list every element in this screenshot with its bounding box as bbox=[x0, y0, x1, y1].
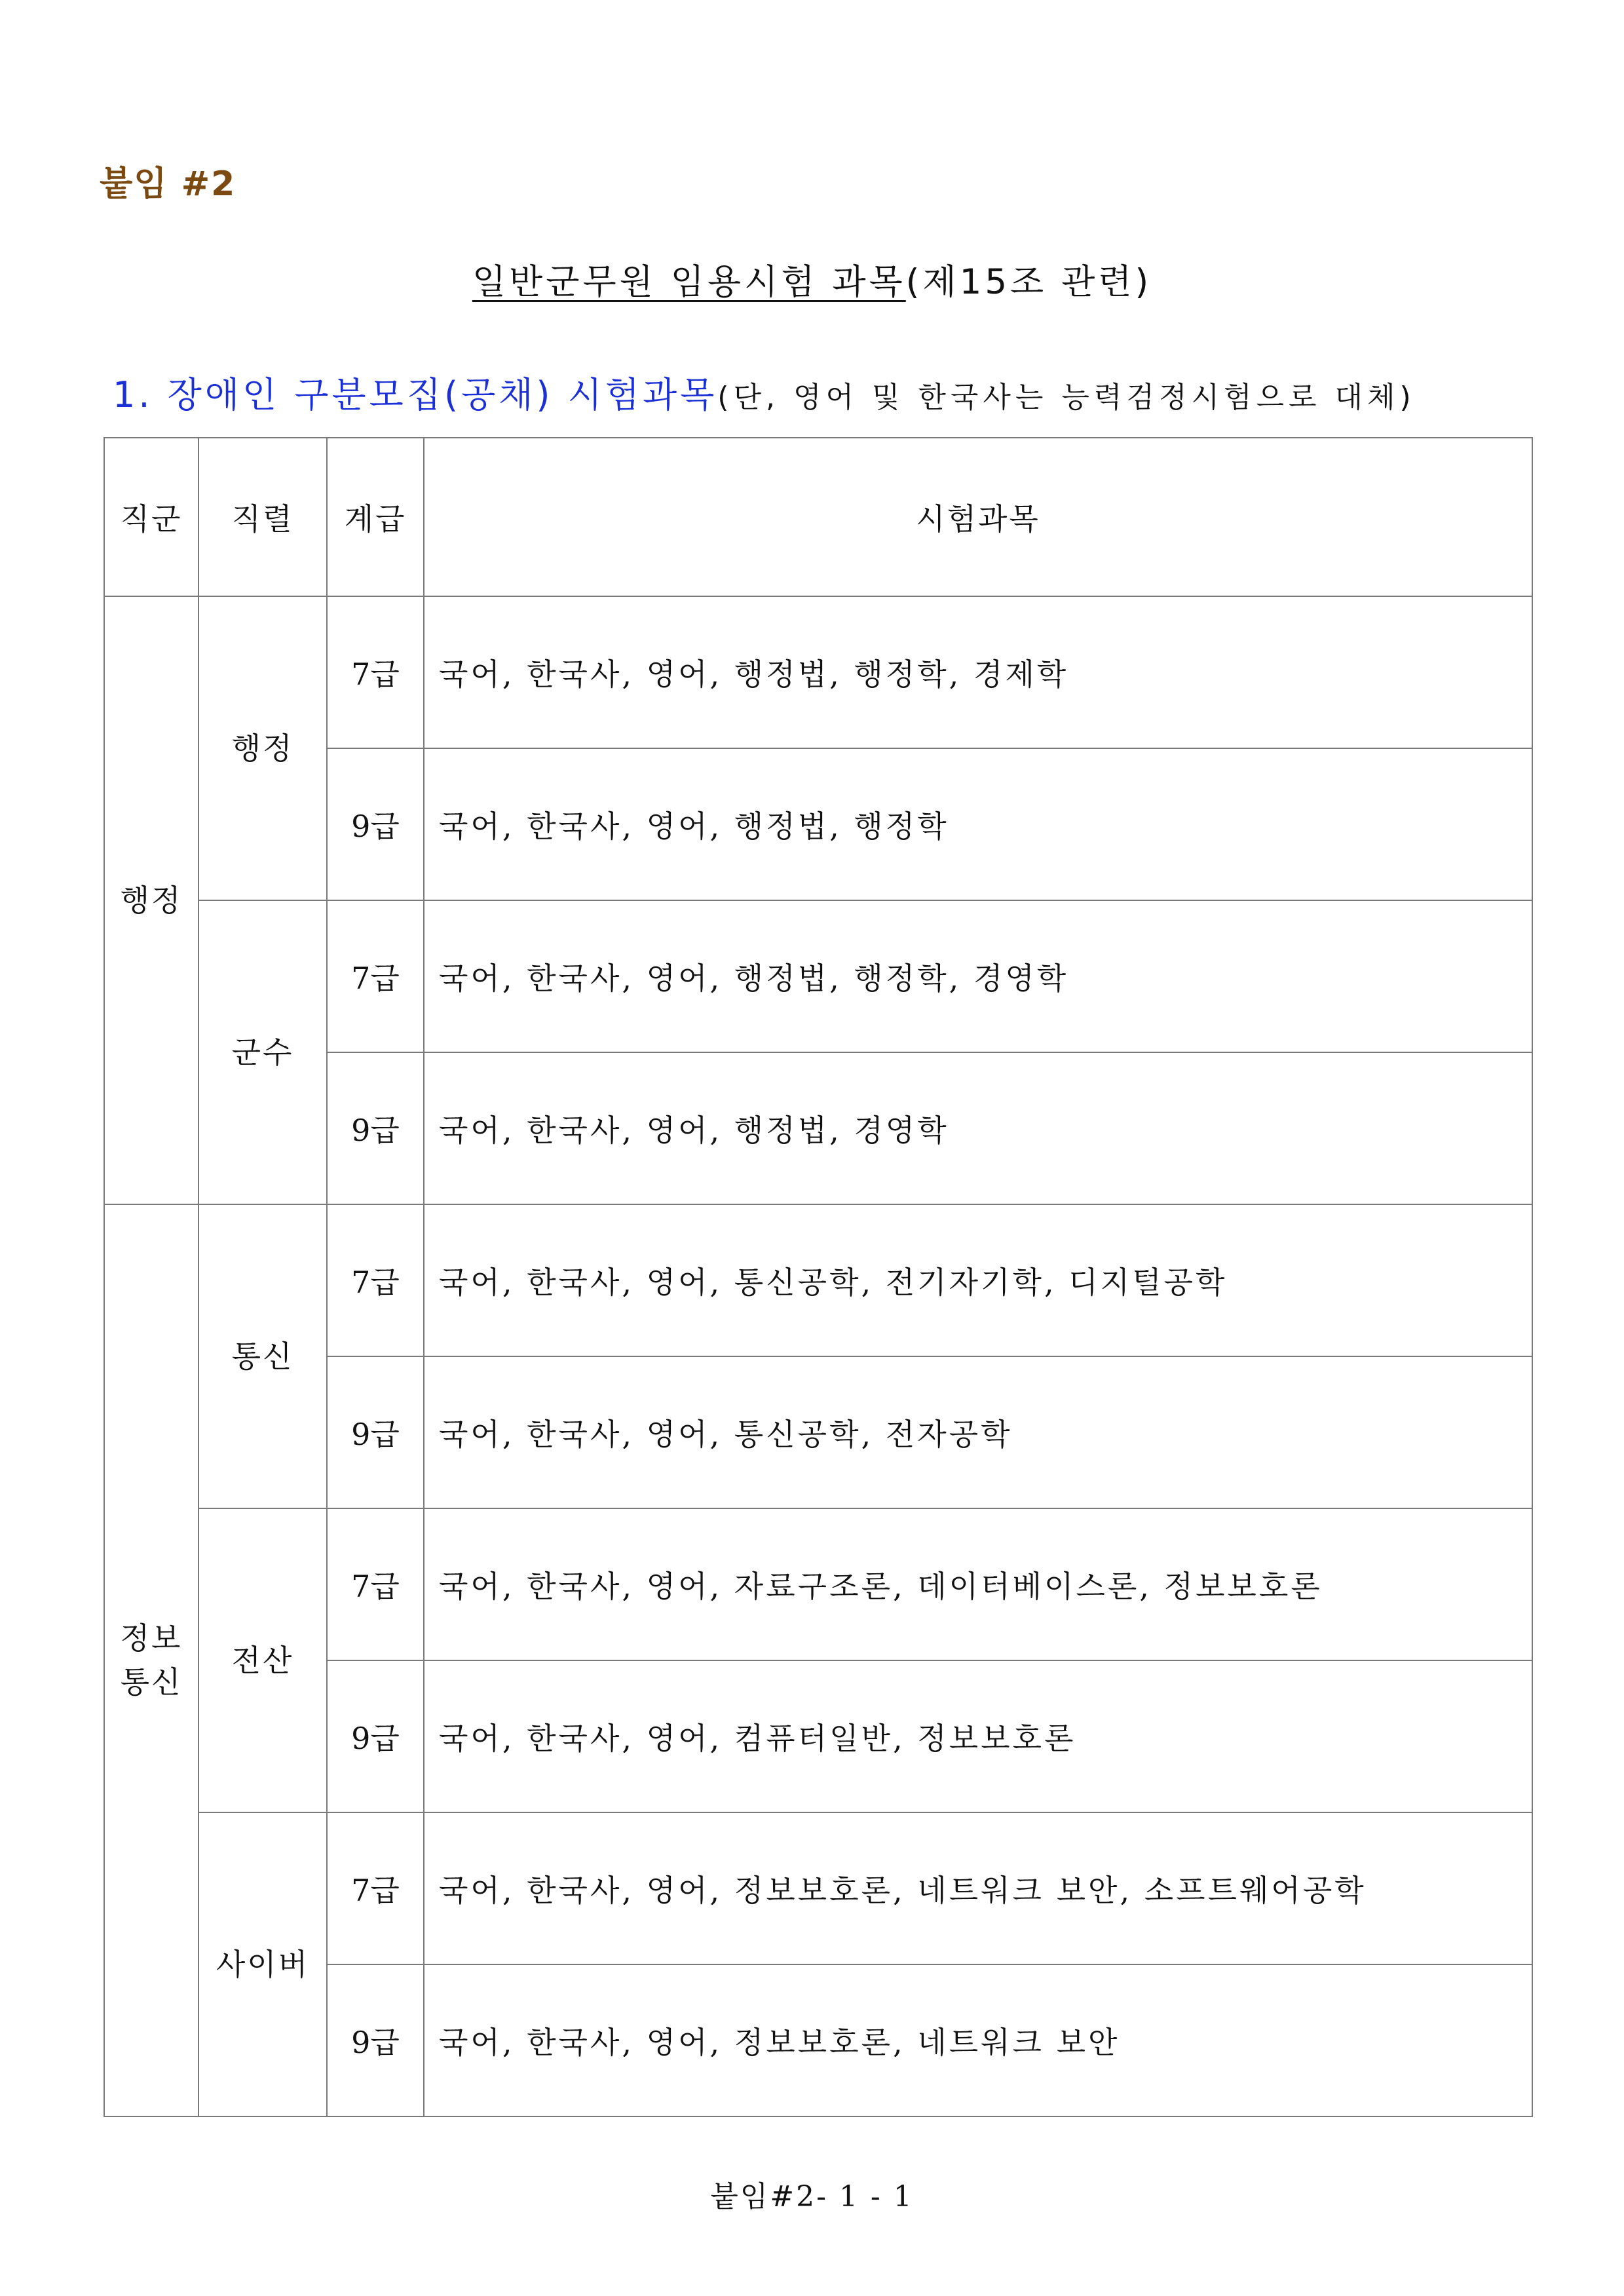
job-series-admin: 행정 bbox=[198, 596, 327, 900]
job-series-computing: 전산 bbox=[198, 1508, 327, 1812]
grade-cell: 9급 bbox=[327, 748, 424, 900]
subjects-cell: 국어, 한국사, 영어, 행정법, 행정학, 경영학 bbox=[424, 900, 1532, 1052]
table-header-row bbox=[104, 438, 1532, 596]
job-group-admin: 행정 bbox=[104, 596, 198, 1204]
table-row bbox=[104, 1812, 1532, 1964]
subjects-cell: 국어, 한국사, 영어, 자료구조론, 데이터베이스론, 정보보호론 bbox=[424, 1508, 1532, 1660]
subjects-cell: 국어, 한국사, 영어, 정보보호론, 네트워크 보안 bbox=[424, 1964, 1532, 2116]
subjects-cell: 국어, 한국사, 영어, 통신공학, 전자공학 bbox=[424, 1356, 1532, 1508]
header-job-series: 직렬 bbox=[198, 438, 327, 596]
job-series-logistics: 군수 bbox=[198, 900, 327, 1204]
exam-subjects-table bbox=[104, 437, 1533, 2117]
job-group-info-comm-line2: 통신 bbox=[120, 1664, 183, 1700]
grade-cell: 7급 bbox=[327, 1508, 424, 1660]
grade-cell: 9급 bbox=[327, 1964, 424, 2116]
job-series-telecom: 통신 bbox=[198, 1204, 327, 1508]
subjects-cell: 국어, 한국사, 영어, 정보보호론, 네트워크 보안, 소프트웨어공학 bbox=[424, 1812, 1532, 1964]
table-row bbox=[104, 1204, 1532, 1356]
section-heading-note: (단, 영어 및 한국사는 능력검정시험으로 대체) bbox=[717, 381, 1416, 414]
subjects-cell: 국어, 한국사, 영어, 컴퓨터일반, 정보보호론 bbox=[424, 1660, 1532, 1812]
grade-cell: 7급 bbox=[327, 596, 424, 748]
table-row bbox=[104, 900, 1532, 1052]
document-title-suffix: (제15조 관련) bbox=[905, 262, 1152, 302]
document-title bbox=[0, 254, 1624, 304]
subjects-cell: 국어, 한국사, 영어, 행정법, 경영학 bbox=[424, 1052, 1532, 1204]
grade-cell: 7급 bbox=[327, 1204, 424, 1356]
section-heading-main: 1. 장애인 구분모집(공채) 시험과목 bbox=[113, 374, 718, 415]
grade-cell: 7급 bbox=[327, 900, 424, 1052]
job-group-info-comm-line1: 정보 bbox=[120, 1620, 183, 1656]
subjects-cell: 국어, 한국사, 영어, 행정법, 행정학, 경제학 bbox=[424, 596, 1532, 748]
attachment-label: 붙임 #2 bbox=[100, 164, 236, 204]
header-job-group: 직군 bbox=[104, 438, 198, 596]
subjects-cell: 국어, 한국사, 영어, 통신공학, 전기자기학, 디지털공학 bbox=[424, 1204, 1532, 1356]
job-series-cyber: 사이버 bbox=[198, 1812, 327, 2116]
grade-cell: 9급 bbox=[327, 1356, 424, 1508]
job-group-info-comm bbox=[104, 1204, 198, 2116]
grade-cell: 9급 bbox=[327, 1660, 424, 1812]
header-grade: 계급 bbox=[327, 438, 424, 596]
header-exam-subjects: 시험과목 bbox=[424, 438, 1532, 596]
table-row bbox=[104, 596, 1532, 748]
table-row bbox=[104, 1508, 1532, 1660]
section-heading bbox=[113, 367, 1416, 417]
page-footer: 붙임#2- 1 - 1 bbox=[710, 2180, 914, 2213]
grade-cell: 9급 bbox=[327, 1052, 424, 1204]
subjects-cell: 국어, 한국사, 영어, 행정법, 행정학 bbox=[424, 748, 1532, 900]
document-title-main: 일반군무원 임용시험 과목 bbox=[472, 262, 906, 302]
grade-cell: 7급 bbox=[327, 1812, 424, 1964]
